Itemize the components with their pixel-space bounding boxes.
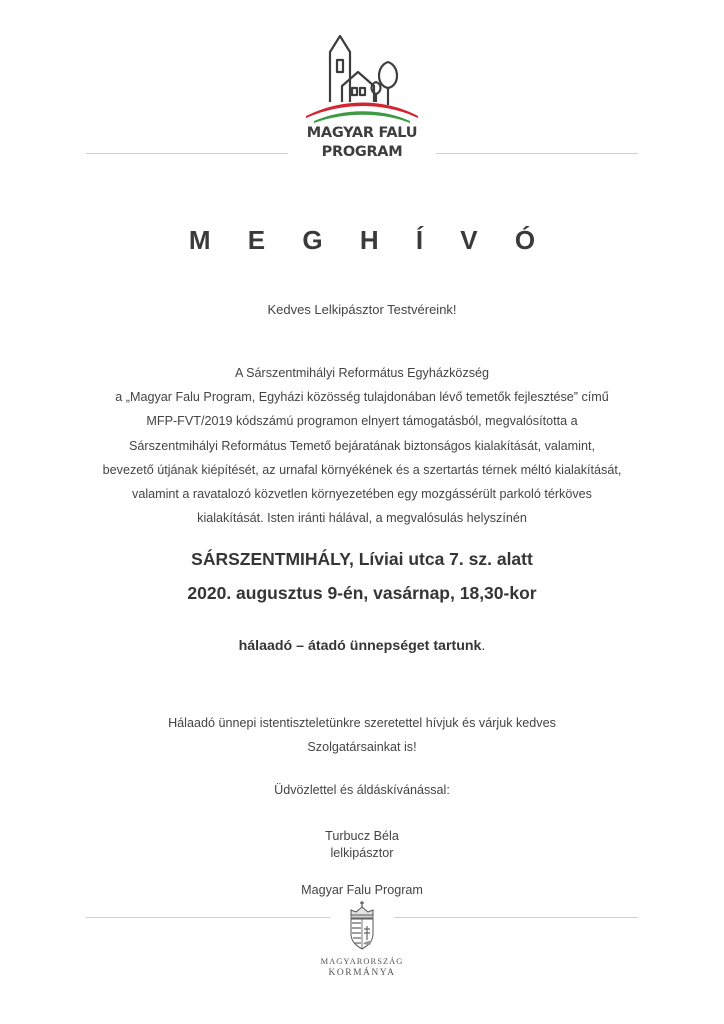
ceremony-text: hálaadó – átadó ünnepséget tartunk — [238, 638, 482, 654]
event-location: SÁRSZENTMIHÁLY, Líviai utca 7. sz. alatt — [191, 549, 533, 569]
signer-name: Turbucz Béla — [325, 829, 399, 843]
footer-rule-right — [394, 917, 638, 918]
body-line: MFP-FVT/2019 kódszámú programon elnyert támogatásból, megvalósította a — [146, 414, 578, 429]
logo-text-line1: MAGYAR FALU — [306, 125, 418, 141]
magyar-falu-logo-icon — [292, 30, 432, 125]
body-line: valamint a ravatalozó közvetlen környezetében egy mozgássérült parkoló térköves — [132, 487, 592, 502]
body-paragraph — [0, 361, 724, 530]
header-rule-left — [86, 153, 288, 154]
coat-of-arms-icon — [342, 900, 382, 952]
body-line: kialakítását. Isten iránti hálával, a megvalósulás helyszínén — [197, 511, 527, 526]
document-title: M E G H Í V Ó — [188, 225, 551, 255]
signer-block — [0, 828, 724, 862]
invite-line: Hálaadó ünnepi istentiszteletünkre szeretettel hívjuk és várjuk kedves — [168, 716, 556, 730]
ceremony-period: . — [481, 638, 486, 654]
body-line: A Sárszentmihályi Református Egyházközség — [234, 366, 490, 380]
greeting: Kedves Lelkipásztor Testvéreink! — [267, 302, 457, 317]
government-line1: MAGYARORSZÁG — [320, 956, 404, 966]
invite-line: Szolgatársainkat is! — [307, 740, 417, 754]
invite-paragraph — [0, 711, 724, 759]
body-line: a „Magyar Falu Program, Egyházi közösség tulajdonában lévő temetők fejlesztése” című — [115, 390, 609, 405]
header-rule-right — [436, 153, 638, 154]
body-line: bevezető útjának kiépítését, az urnafal környékének és a szertartás térnek méltó kialakítását, — [102, 462, 622, 477]
logo-red-swoosh — [306, 103, 418, 119]
event-date-time: 2020. augusztus 9-én, vasárnap, 18,30-kor — [187, 583, 537, 603]
body-line: Sárszentmihályi Református Temető bejáratának biztonságos kialakítását, valamint, — [129, 438, 595, 453]
program-name: Magyar Falu Program — [301, 883, 423, 897]
regards: Üdvözlettel és áldáskívánással: — [274, 783, 450, 797]
ceremony-line — [0, 638, 724, 654]
government-line2: KORMÁNYA — [328, 968, 396, 978]
signer-title: lelkipásztor — [330, 846, 394, 860]
logo-green-swoosh — [314, 111, 410, 123]
logo-text-line2: PROGRAM — [321, 144, 403, 160]
footer-rule-left — [86, 917, 330, 918]
